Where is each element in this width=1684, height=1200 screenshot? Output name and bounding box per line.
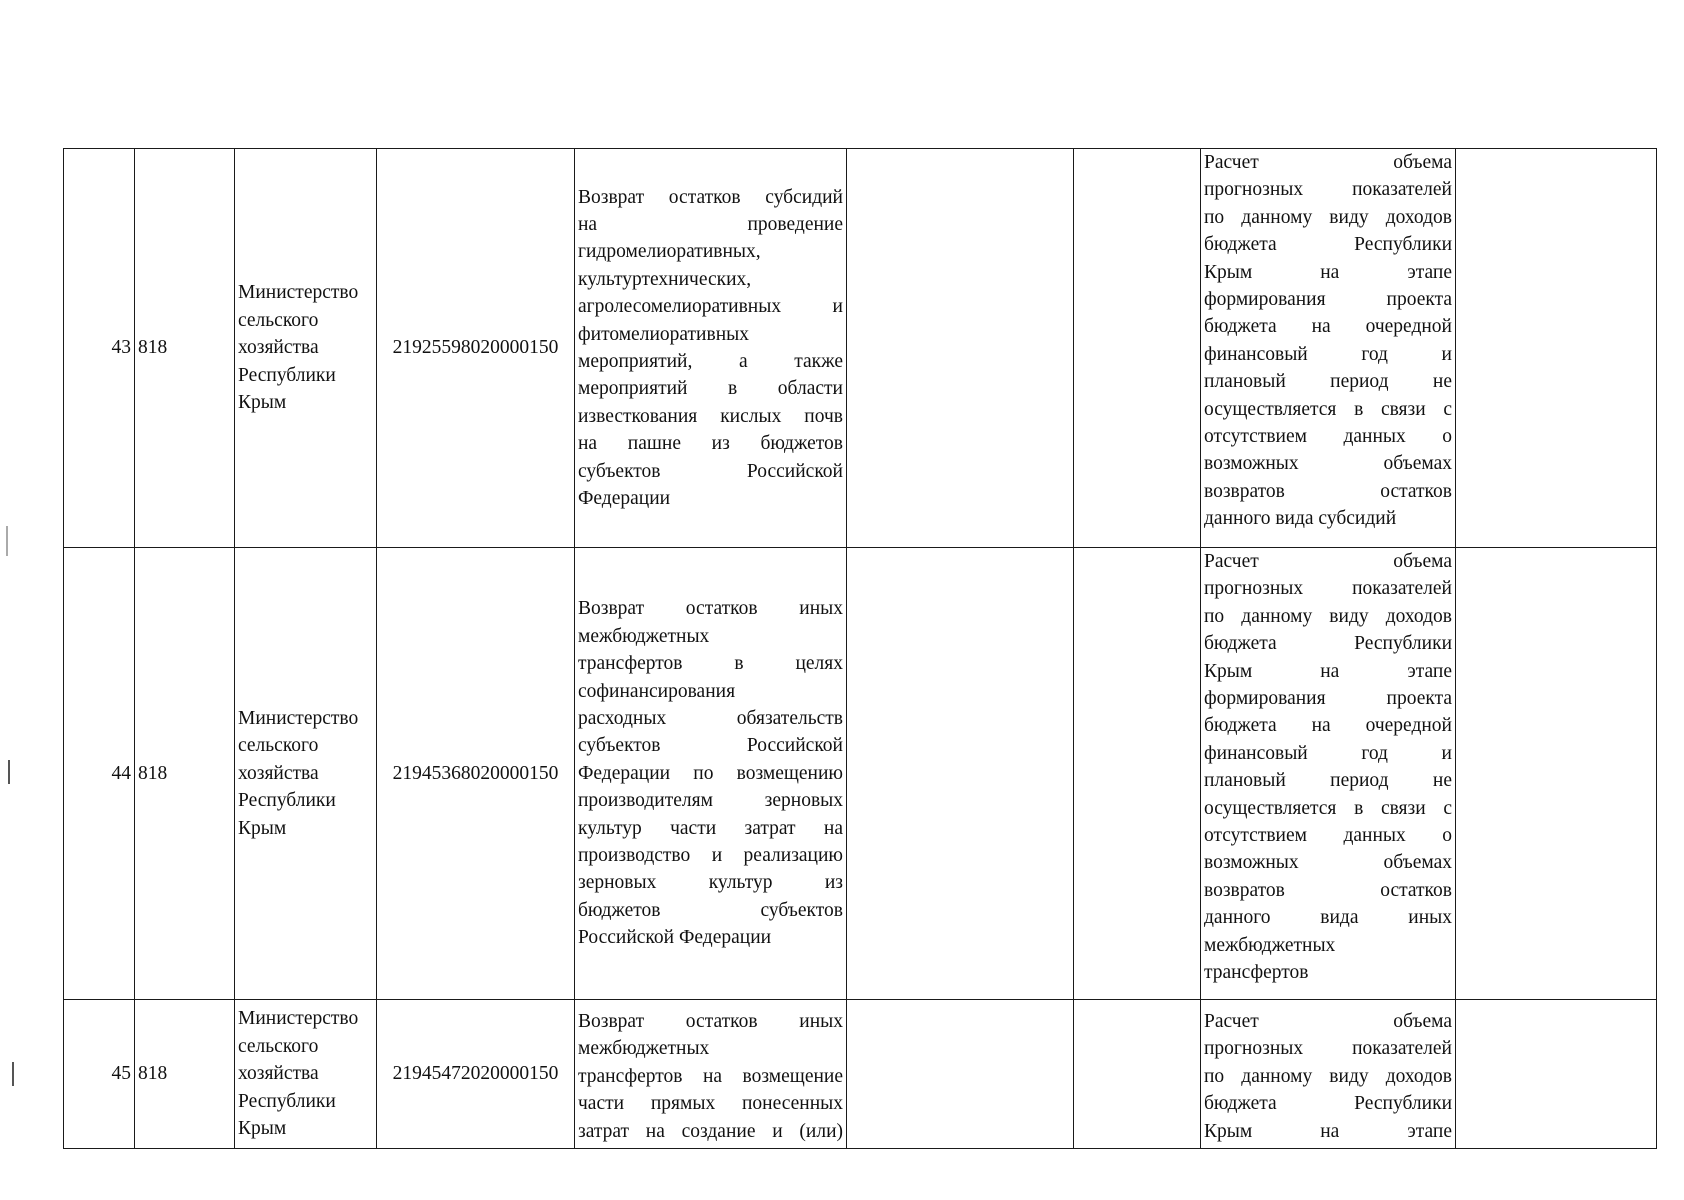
- budget-classification-code: 21925598020000150: [377, 149, 575, 548]
- table-row: [64, 548, 1657, 1000]
- budget-classification-code: 21945368020000150: [377, 548, 575, 1000]
- empty-cell: [1456, 1000, 1657, 1149]
- calculation-method-note: Расчет объема прогнозных показателей по данному виду доходов бюджета Республики Крым на этапе: [1201, 1000, 1456, 1149]
- row-number: 45: [64, 1000, 135, 1149]
- chief-administrator-code: 818: [135, 1000, 235, 1149]
- administrator-name: Министерство сельского хозяйства Республики Крым: [235, 548, 377, 1000]
- row-number: 44: [64, 548, 135, 1000]
- scan-artifact-mark: [8, 760, 10, 784]
- administrator-name: Министерство сельского хозяйства Республики Крым: [235, 1000, 377, 1149]
- empty-cell: [1456, 548, 1657, 1000]
- revenue-description: Возврат остатков субсидий на проведение гидромелиоративных, культуртехнических, агролесомелиоративных и фитомелиоративных мероприятий, а также мероприятий в области известкования кислых почв на пашне из бюджетов субъектов Российской Федерации: [575, 149, 847, 548]
- budget-classification-code: 21945472020000150: [377, 1000, 575, 1149]
- table-row: [64, 1000, 1657, 1149]
- revenue-description: Возврат остатков иных межбюджетных трансфертов на возмещение части прямых понесенных затрат на создание и (или): [575, 1000, 847, 1149]
- empty-cell: [1074, 149, 1201, 548]
- empty-cell: [1074, 548, 1201, 1000]
- chief-administrator-code: 818: [135, 149, 235, 548]
- empty-cell: [1074, 1000, 1201, 1149]
- empty-cell: [1456, 149, 1657, 548]
- empty-cell: [847, 1000, 1074, 1149]
- table-row: [64, 149, 1657, 548]
- empty-cell: [847, 149, 1074, 548]
- revenue-description: Возврат остатков иных межбюджетных трансфертов в целях софинансирования расходных обязательств субъектов Российской Федерации по возмещению производителям зерновых культур части затрат на производство и реализацию зерновых культур из бюджетов субъектов Российской Федерации: [575, 548, 847, 1000]
- calculation-method-note: Расчет объема прогнозных показателей по данному виду доходов бюджета Республики Крым на этапе формирования проекта бюджета на очередной финансовый год и плановый период не осуществляется в связи с отсутствием данных о возможных объемах возвратов остатков данного вида иных межбюджетных трансфертов: [1201, 548, 1456, 1000]
- scan-artifact-mark: [12, 1062, 14, 1086]
- empty-cell: [847, 548, 1074, 1000]
- row-number: 43: [64, 149, 135, 548]
- administrator-name: Министерство сельского хозяйства Республики Крым: [235, 149, 377, 548]
- scan-artifact-mark: [6, 526, 8, 556]
- chief-administrator-code: 818: [135, 548, 235, 1000]
- revenue-sources-table: [63, 148, 1657, 1149]
- calculation-method-note: Расчет объема прогнозных показателей по данному виду доходов бюджета Республики Крым на этапе формирования проекта бюджета на очередной финансовый год и плановый период не осуществляется в связи с отсутствием данных о возможных объемах возвратов остатков данного вида субсидий: [1201, 149, 1456, 548]
